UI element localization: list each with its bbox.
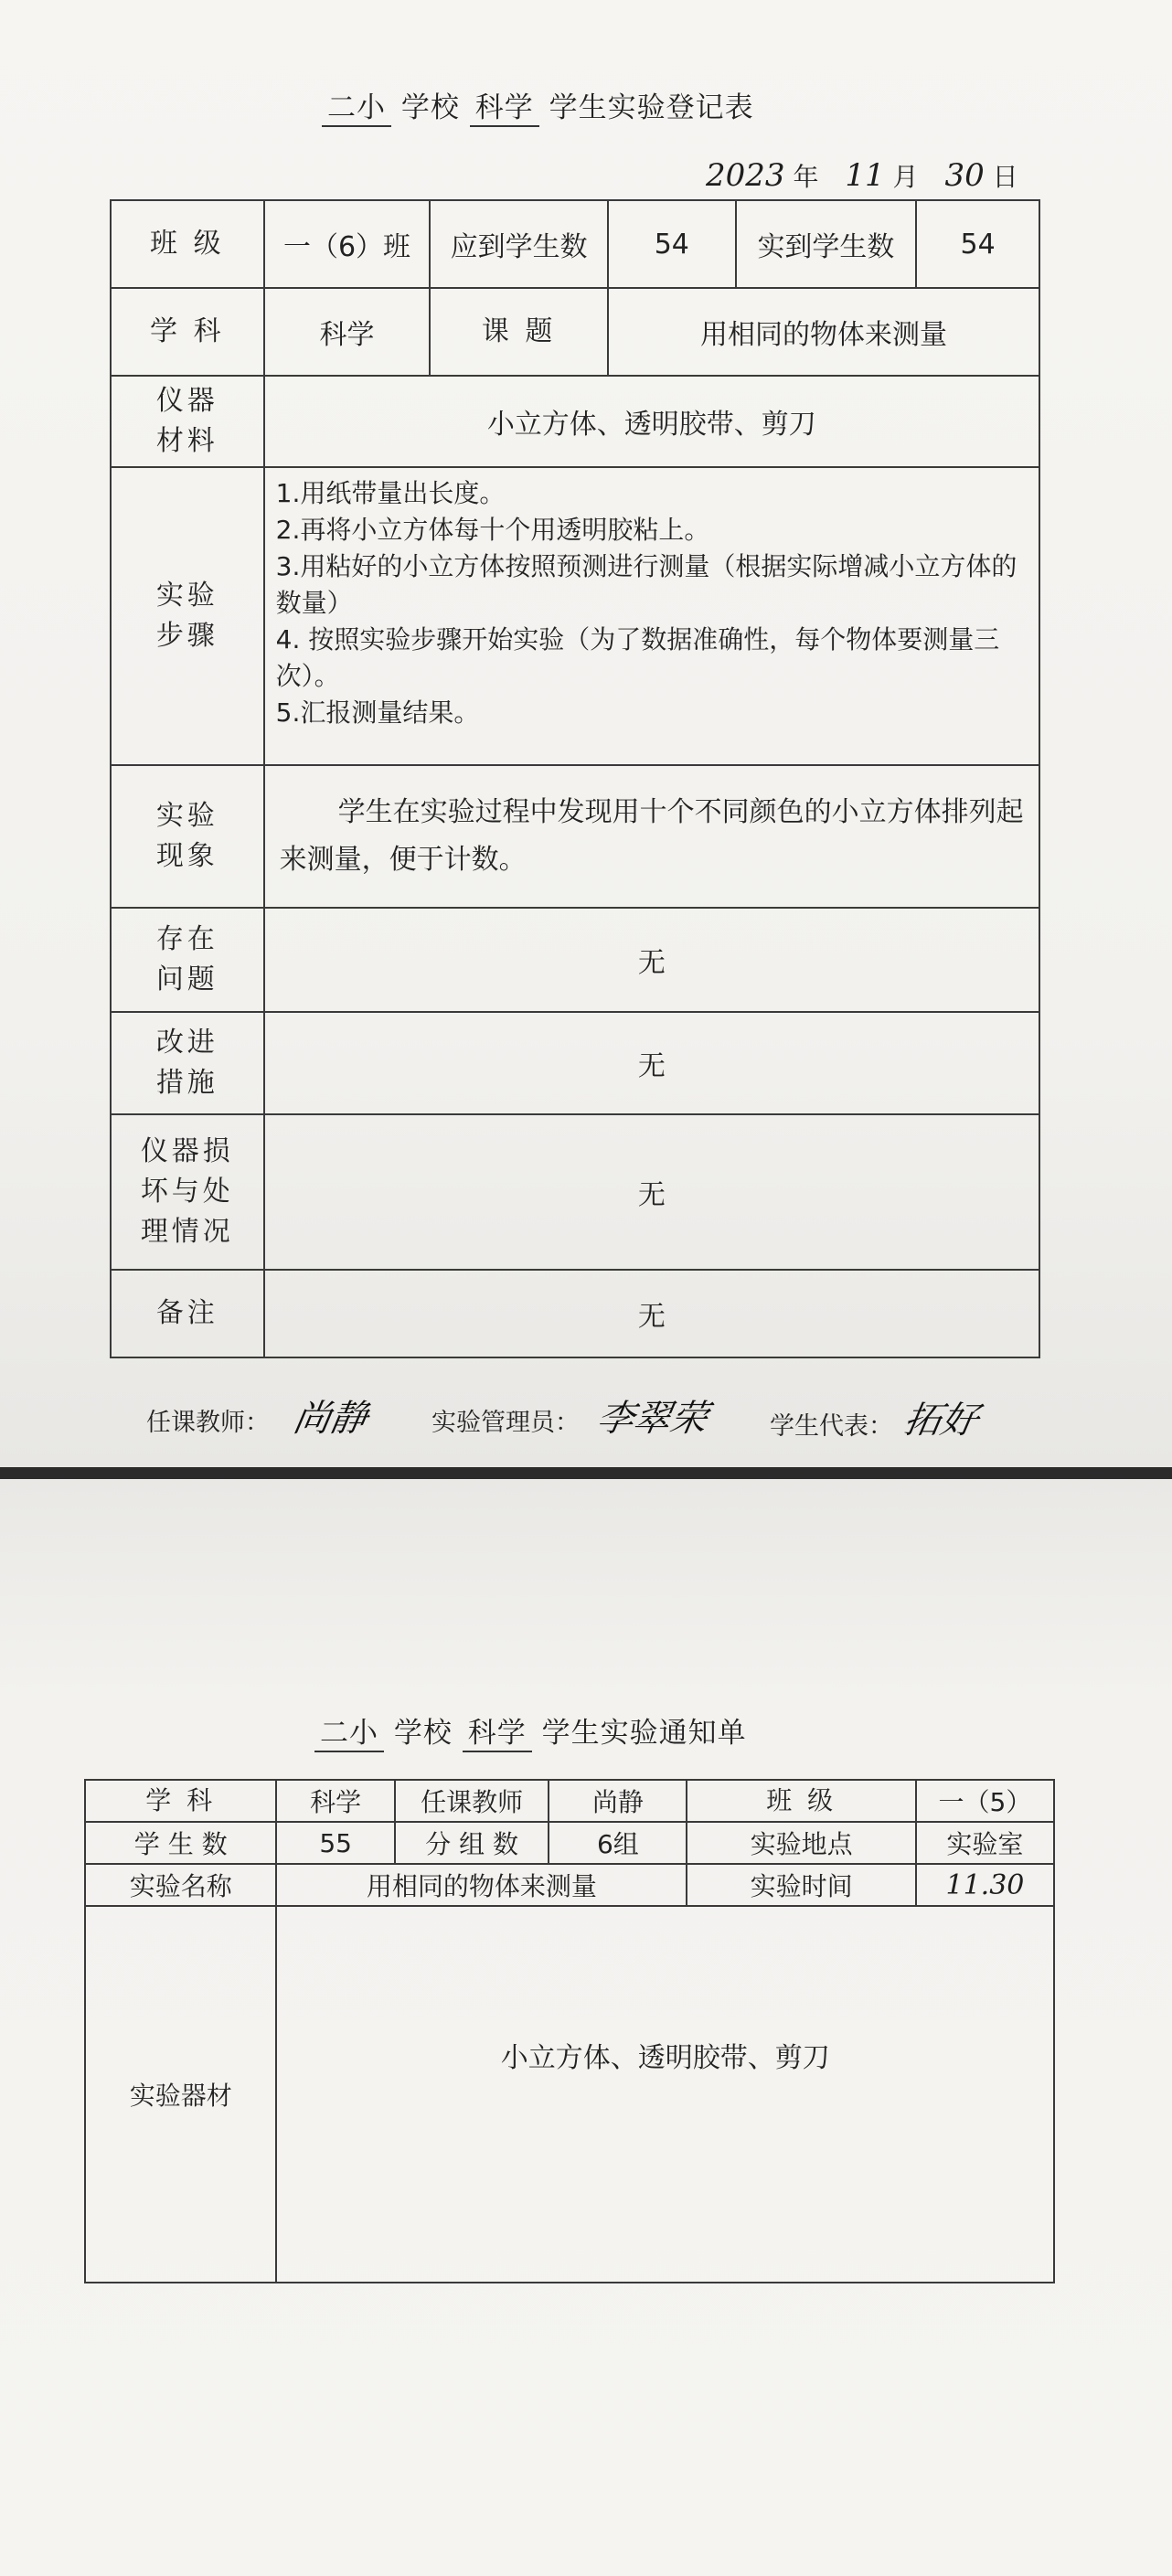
teacher-signature: 尚静 [290, 1398, 371, 1440]
row-problems [111, 908, 1039, 1012]
notice-location-value: 实验室 [916, 1822, 1054, 1864]
row-materials [111, 376, 1039, 467]
register-school-suffix: 学校 [400, 91, 460, 124]
steps-list [264, 467, 1039, 765]
actual-label: 实到学生数 [736, 200, 917, 288]
admin-sign-label: 实验管理员： [432, 1409, 580, 1437]
notice-subject-value: 科学 [276, 1780, 395, 1822]
notice-time-value: 11.30 [916, 1864, 1054, 1906]
phenomenon-label [111, 765, 264, 908]
subject-label: 学 科 [111, 288, 264, 376]
steps-label-line1: 实验 [155, 580, 218, 612]
notice-name-label: 实验名称 [85, 1864, 276, 1906]
damage-label [111, 1114, 264, 1270]
phenomenon-label-line2: 现象 [155, 840, 218, 872]
notice-row-4 [85, 1906, 1054, 2283]
register-table [110, 199, 1040, 1358]
steps-label [111, 467, 264, 765]
step-item: 1.用纸带量出长度。 [275, 478, 506, 508]
notice-row-1 [85, 1780, 1054, 1822]
notice-name-value: 用相同的物体来测量 [276, 1864, 687, 1906]
step-item: 2.再将小立方体每十个用透明胶粘上。 [275, 515, 710, 545]
signature-line [146, 1389, 1060, 1453]
teacher-sign-label: 任课教师： [146, 1409, 270, 1437]
problems-label-line1: 存在 [155, 923, 218, 955]
improve-label-line1: 改进 [155, 1027, 218, 1059]
steps-label-line2: 步骤 [155, 620, 218, 652]
date-day-unit: 日 [992, 162, 1018, 192]
student-sign-label: 学生代表： [770, 1412, 893, 1441]
notes-label: 备注 [111, 1270, 264, 1357]
register-doc-name: 学生实验登记表 [549, 91, 754, 124]
student-signature: 拓好 [900, 1400, 982, 1442]
step-item: 4. 按照实验步骤开始实验（为了数据准确性，每个物体要测量三次）。 [275, 624, 1000, 691]
notice-doc-name: 学生实验通知单 [541, 1717, 747, 1750]
problems-value: 无 [264, 908, 1039, 1012]
notice-school: 二小 [314, 1709, 384, 1752]
notice-title [314, 1709, 747, 1752]
row-phenomenon [111, 765, 1039, 908]
topic-label: 课 题 [430, 288, 608, 376]
notice-sheet [0, 1479, 1172, 2576]
register-date [706, 157, 1018, 194]
phenomenon-label-line1: 实验 [155, 800, 218, 832]
step-item: 5.汇报测量结果。 [275, 697, 480, 728]
notice-teacher-value: 尚静 [549, 1780, 687, 1822]
date-month: 11 [845, 157, 885, 194]
notice-subject: 科学 [463, 1709, 532, 1752]
problems-label-line2: 问题 [155, 963, 218, 995]
topic-value: 用相同的物体来测量 [608, 288, 1039, 376]
row-subject [111, 288, 1039, 376]
class-label: 班 级 [111, 200, 264, 288]
expected-label: 应到学生数 [430, 200, 608, 288]
notice-row-2 [85, 1822, 1054, 1864]
materials-label-line2: 材料 [155, 425, 218, 457]
improve-label-line2: 措施 [155, 1067, 218, 1099]
notes-value: 无 [264, 1270, 1039, 1357]
row-notes [111, 1270, 1039, 1357]
materials-value: 小立方体、透明胶带、剪刀 [264, 376, 1039, 467]
damage-label-line2: 坏与处 [140, 1176, 234, 1208]
damage-label-line1: 仪器损 [140, 1135, 234, 1167]
step-item: 3.用粘好的小立方体按照预测进行测量（根据实际增减小立方体的数量） [275, 551, 1018, 618]
notice-row-3 [85, 1864, 1054, 1906]
row-class [111, 200, 1039, 288]
register-title [322, 84, 754, 127]
date-day: 30 [944, 157, 985, 194]
row-steps [111, 467, 1039, 765]
notice-school-suffix: 学校 [393, 1717, 453, 1750]
notice-groups-label: 分 组 数 [395, 1822, 549, 1864]
notice-students-value: 55 [276, 1822, 395, 1864]
notice-location-label: 实验地点 [687, 1822, 915, 1864]
improve-value: 无 [264, 1012, 1039, 1114]
improve-label [111, 1012, 264, 1114]
materials-label [111, 376, 264, 467]
notice-teacher-label: 任课教师 [395, 1780, 549, 1822]
class-value: 一（6）班 [264, 200, 431, 288]
date-month-unit: 月 [892, 162, 919, 192]
materials-label-line1: 仪器 [155, 385, 218, 417]
notice-table [84, 1779, 1055, 2283]
problems-label [111, 908, 264, 1012]
date-year: 2023 [706, 157, 785, 194]
subject-value: 科学 [264, 288, 431, 376]
notice-equipment-value: 小立方体、透明胶带、剪刀 [276, 1906, 1054, 2283]
phenomenon-value: 学生在实验过程中发现用十个不同颜色的小立方体排列起来测量，便于计数。 [264, 765, 1039, 908]
notice-students-label: 学 生 数 [85, 1822, 276, 1864]
admin-signature: 李翠荣 [593, 1398, 711, 1440]
row-improve [111, 1012, 1039, 1114]
damage-value: 无 [264, 1114, 1039, 1270]
notice-equipment-label: 实验器材 [85, 1906, 276, 2283]
notice-class-value: 一（5） [916, 1780, 1054, 1822]
damage-label-line3: 理情况 [140, 1216, 234, 1248]
date-year-unit: 年 [793, 162, 819, 192]
notice-subject-label: 学 科 [85, 1780, 276, 1822]
register-subject: 科学 [470, 84, 539, 127]
notice-class-label: 班 级 [687, 1780, 915, 1822]
expected-value: 54 [608, 200, 736, 288]
actual-value: 54 [916, 200, 1039, 288]
notice-groups-value: 6组 [549, 1822, 687, 1864]
register-school: 二小 [322, 84, 391, 127]
notice-time-label: 实验时间 [687, 1864, 915, 1906]
row-damage [111, 1114, 1039, 1270]
